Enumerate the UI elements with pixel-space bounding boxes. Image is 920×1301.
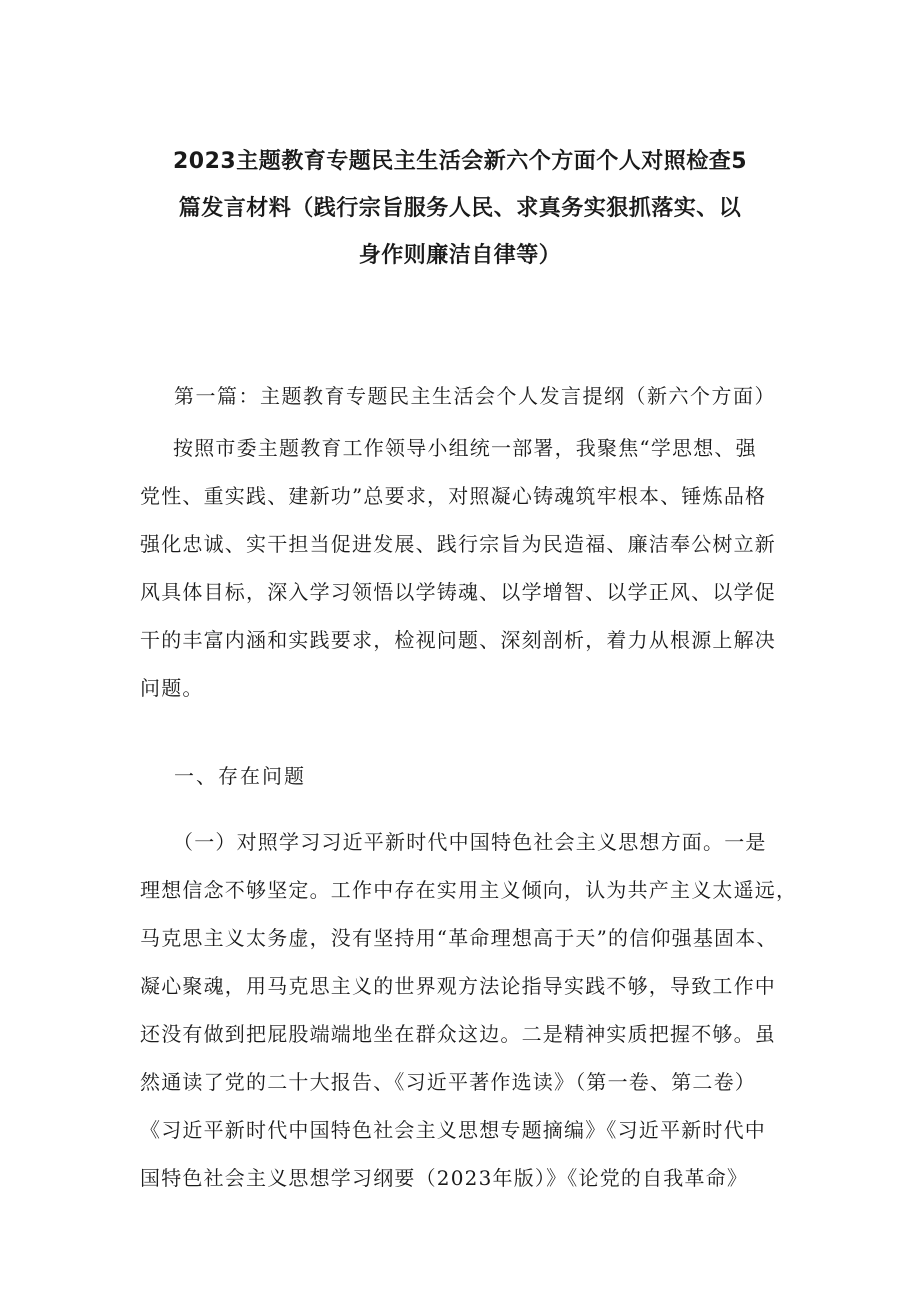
paragraph-line: 国特色社会主义思想学习纲要（2023年版）》《论党的自我革命》 xyxy=(140,1166,749,1190)
paragraph-line: 强化忠诚、实干担当促进发展、践行宗旨为民造福、廉洁奉公树立新 xyxy=(140,532,776,556)
paragraph-line: 问题。 xyxy=(140,676,204,700)
title-line: 篇发言材料（践行宗旨服务人民、求真务实狠抓落实、以 xyxy=(178,196,742,221)
paragraph-line: 按照市委主题教育工作领导小组统一部署，我聚焦“学思想、强 xyxy=(173,436,757,460)
paragraph-line: 党性、重实践、建新功”总要求，对照凝心铸魂筑牢根本、锤炼品格 xyxy=(140,484,767,508)
paragraph-line: 理想信念不够坚定。工作中存在实用主义倾向，认为共产主义太遥远， xyxy=(140,878,798,902)
paragraph-line: 干的丰富内涵和实践要求，检视问题、深刻剖析，着力从根源上解决 xyxy=(140,628,776,652)
paragraph-line: 风具体目标，深入学习领悟以学铸魂、以学增智、以学正风、以学促 xyxy=(140,580,776,604)
paragraph-line: 马克思主义太务虚，没有坚持用“革命理想高于天”的信仰强基固本、 xyxy=(140,926,778,950)
intro-paragraph xyxy=(140,424,780,712)
paragraph-line: 然通读了党的二十大报告、《习近平著作选读》（第一卷、第二卷） xyxy=(140,1070,756,1094)
section-paragraph xyxy=(140,818,798,1202)
document-title xyxy=(140,138,780,279)
chapter-heading: 第一篇：主题教育专题民主生活会个人发言提纲（新六个方面） xyxy=(174,384,776,408)
paragraph-line: 凝心聚魂，用马克思主义的世界观方法论指导实践不够，导致工作中 xyxy=(140,974,776,998)
section-heading: 一、存在问题 xyxy=(174,764,306,788)
paragraph-line: 《习近平新时代中国特色社会主义思想专题摘编》《习近平新时代中 xyxy=(140,1118,766,1142)
title-line: 2023主题教育专题民主生活会新六个方面个人对照检查5 xyxy=(172,149,748,174)
title-line: 身作则廉洁自律等） xyxy=(358,243,562,268)
paragraph-line: （一）对照学习习近平新时代中国特色社会主义思想方面。一是 xyxy=(173,830,767,854)
paragraph-line: 还没有做到把屁股端端地坐在群众这边。二是精神实质把握不够。虽 xyxy=(140,1022,776,1046)
